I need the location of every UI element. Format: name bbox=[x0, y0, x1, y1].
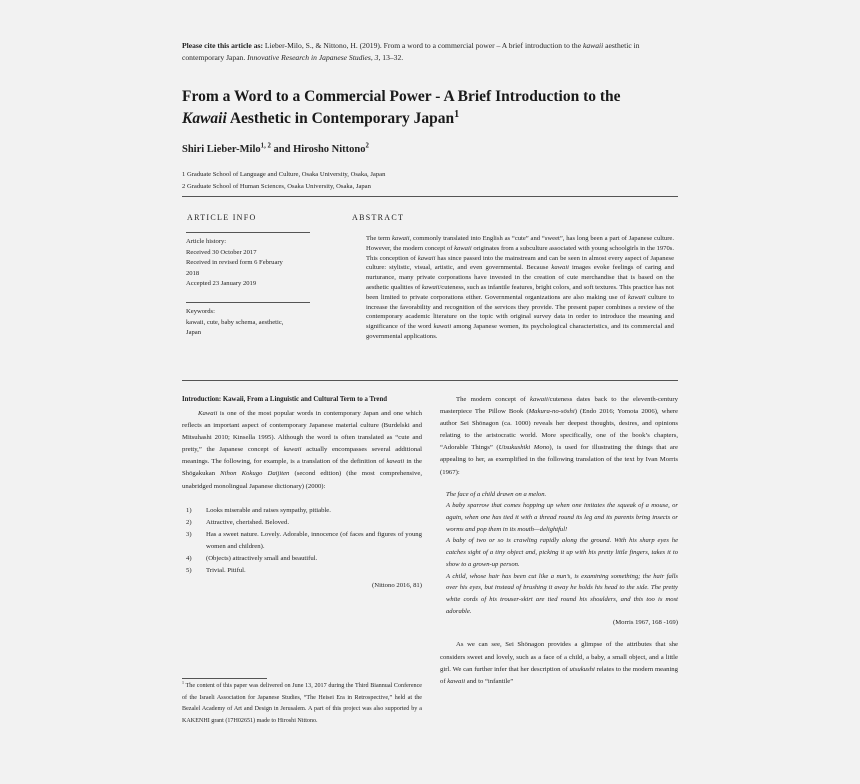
list-item: 5) Trivial. Pitiful. bbox=[186, 567, 246, 575]
keywords bbox=[186, 307, 306, 339]
intro-heading: Introduction: Kawaii, From a Linguistic and Cultural Term to a Trend bbox=[182, 396, 388, 403]
list-item: 1) Looks miserable and raises sympathy, pitiable. bbox=[186, 506, 331, 514]
citation-text: Lieber-Milo, S., & Nittono, H. (2019). From a word to a commercial power – A brief introduction to the bbox=[262, 41, 583, 50]
author-2-affil: 2 bbox=[365, 142, 369, 150]
citation-label: Please cite this article as: bbox=[182, 41, 263, 50]
footnote-rule bbox=[182, 678, 267, 679]
abstract-heading: ABSTRACT bbox=[352, 213, 405, 222]
history-label: Article history: bbox=[186, 238, 227, 245]
list-item: 3) Has a sweet nature. Lovely. Adorable, innocence (of faces and figures of young women and children). bbox=[186, 530, 422, 550]
revised-date: Received in revised form 6 February bbox=[186, 259, 283, 266]
list-citation: (Nittono 2016, 81) bbox=[372, 582, 422, 590]
author-1: Shiri Lieber-Milo bbox=[182, 144, 261, 155]
footnote bbox=[182, 681, 422, 728]
author-1-affil: 1, 2 bbox=[260, 142, 271, 150]
right-paragraph-1: The modern concept of kawaii/cuteness dates back to the eleventh-century masterpiece The Pillow Book (Makura-no-sōshi) (Endo 2016; Yomota 2006), where author Sei Shōnagon (ca. 1000) reveals her deepest thoughts, desires, and opinions relating to the aristocratic world. More specifically, one of the book’s chapters, “Adorable Things” (Utsukushiki Mono), is used for illustrating the things that are appealing to her, as exemplified in the following translation of the text by Ivan Morris (1967): bbox=[440, 396, 678, 476]
title-line-1: From a Word to a Commercial Power - A Brief Introduction to the bbox=[182, 88, 621, 105]
header-rule bbox=[182, 196, 678, 197]
abstract-text: The term kawaii, commonly translated into English as “cute” and “sweet”, has long been a part of Japanese culture. However, the modern concept of kawaii originates from a subculture associated with young schoolgirls in the 1970s. This conception of kawaii has since passed into the mainstream and can be seen in almost every aspect of Japanese culture: stylistic, visual, artistic, and even governmental. Because kawaii images evoke feelings of caring and nurturance, many private corporations have invested in the creation of cute merchandise that is based on the aesthetic qualities of kawaii/cuteness, such as infantile features, bright colors, and soft textures. This practice has not been limited to private corporations either. Governmental organizations are also making use of kawaii culture to increase the favorability and recognition of the services they provide. The present paper combines a review of the contemporary academic literature on the topic with original survey data in order to introduce the meaning and significance of the word kawaii among Japanese women, its psychological characteristics, and its commercial and governmental applications. bbox=[366, 235, 674, 340]
keywords-label: Keywords: bbox=[186, 308, 215, 315]
citation-journal: Innovative Research in Japanese Studies, 3 bbox=[247, 53, 379, 62]
list-item: 4) (Objects) attractively small and beautiful. bbox=[186, 555, 318, 563]
title-line-2 bbox=[182, 108, 702, 130]
title-rest: Aesthetic in Contemporary Japan bbox=[226, 110, 455, 127]
intro-paragraph: Kawaii is one of the most popular words in contemporary Japan and one which reflects an important aspect of contemporary Japanese material culture (Burdelski and Mitsuhashi 2010; Kinsella 1995). Although the word is often translated as “cute and pretty,” the Japanese concept of kawaii actually encompasses several additional meanings. The following, for example, is a translation of the definition of kawaii in the Shōgakukan Nihon Kokugo Daijiten (second edition) (the most comprehensive, unabridged monolingual Japanese dictionary) (2000): bbox=[182, 410, 422, 490]
intro-column bbox=[182, 394, 422, 592]
author-2: Hirosho Nittono bbox=[293, 144, 366, 155]
citation-kawaii: kawaii bbox=[582, 41, 604, 50]
paper-title bbox=[182, 86, 702, 130]
title-kawaii: Kawaii bbox=[182, 110, 227, 127]
footnote-mark: 1 bbox=[182, 679, 184, 685]
authors bbox=[182, 144, 369, 155]
accepted-date: Accepted 23 January 2019 bbox=[186, 280, 257, 287]
article-info-heading: ARTICLE INFO bbox=[187, 213, 257, 222]
right-column bbox=[440, 394, 678, 688]
definition-list bbox=[182, 505, 422, 578]
affiliation-2: 2 Graduate School of Human Sciences, Osaka University, Osaka, Japan bbox=[182, 183, 371, 190]
author-conj: and bbox=[270, 144, 294, 155]
quote-citation: (Morris 1967, 168 -169) bbox=[612, 619, 678, 627]
revised-year: 2018 bbox=[186, 269, 200, 277]
article-info-rule-mid bbox=[186, 302, 310, 303]
keywords-line-2: Japan bbox=[186, 329, 202, 336]
affiliation-1: 1 Graduate School of Language and Culture, Osaka University, Osaka, Japan bbox=[182, 171, 386, 178]
quote-line: A baby of two or so is crawling rapidly along the ground. With his sharp eyes he catches sight of a tiny object and, picking it up with his pretty little fingers, takes it to show to a grown-up person. bbox=[446, 537, 678, 568]
citation-pages: , 13–32. bbox=[378, 53, 404, 62]
received-date: Received 30 October 2017 bbox=[186, 248, 257, 256]
quote-line: A baby sparrow that comes hopping up when one imitates the squeak of a mouse, or again, when one has tied it with a thread round its leg and its parents bring insects or worms and pop them in its mouth—delightful! bbox=[446, 502, 678, 533]
affiliations bbox=[182, 169, 385, 193]
title-footnote-mark: 1 bbox=[454, 108, 460, 120]
body-rule bbox=[182, 380, 678, 381]
list-item: 2) Attractive, cherished. Beloved. bbox=[186, 518, 290, 526]
right-paragraph-2: As we can see, Sei Shōnagon provides a glimpse of the attributes that she considers sweet and lovely, such as a face of a child, a baby, a small object, and a little girl. We can further infer that her description of utsukushi relates to the modern meaning of kawaii and to “infantile” bbox=[440, 641, 678, 685]
citation-block bbox=[182, 40, 682, 64]
quote-line: The face of a child drawn on a melon. bbox=[446, 490, 547, 498]
pillow-book-quote bbox=[440, 489, 678, 618]
citation-text-2: aesthetic in contemporary Japan. bbox=[182, 41, 640, 62]
footnote-text: The content of this paper was delivered on June 13, 2017 during the Third Biannual Conference of the Israeli Association for Japanese Studies, “The Heisei Era in Retrospective,” held at the Bezalel Academy of Art and Design in Jerusalem. A part of this project was also supported by a KAKENHI grant (17H02651) made to Hiroshi Nittono. bbox=[182, 683, 422, 725]
quote-line: A child, whose hair has been cut like a nun’s, is examining something; the hair falls over his eyes, but instead of brushing it away he holds his head to the side. The pretty white cords of his trouser-skirt are tied round his shoulders, and this too is most adorable. bbox=[446, 572, 678, 615]
keywords-line-1: kawaii, cute, baby schema, aesthetic, bbox=[186, 318, 284, 326]
article-info bbox=[186, 237, 306, 290]
article-info-rule-top bbox=[186, 232, 310, 233]
